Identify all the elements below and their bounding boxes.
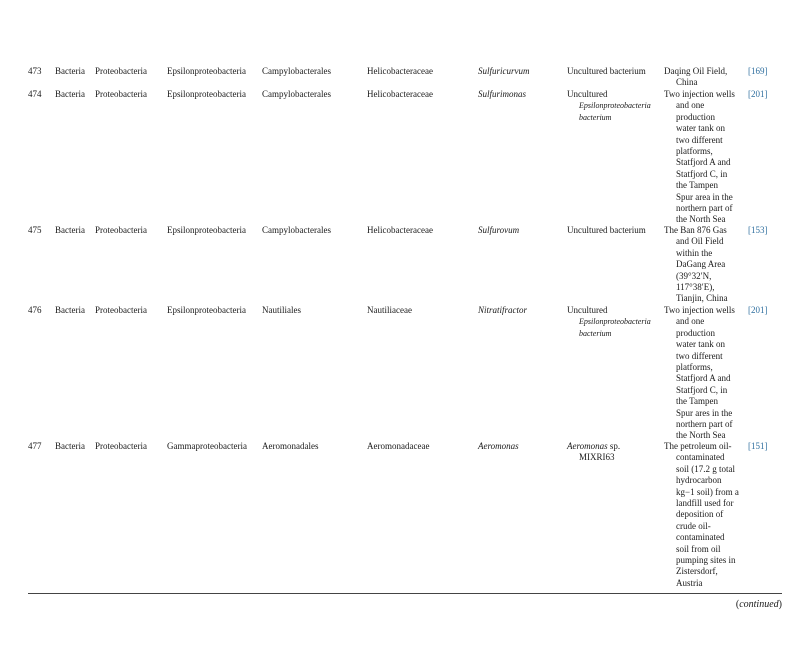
order-cell: Campylobacterales — [262, 89, 331, 99]
row-number: 477 — [28, 441, 42, 451]
genus-cell: Sulfurimonas — [478, 89, 527, 99]
domain-cell: Bacteria — [55, 66, 85, 76]
continued-note: (continued) — [735, 599, 782, 610]
species-cell: Uncultured bacterium — [567, 225, 646, 235]
genus-cell: Nitratifractor — [478, 305, 528, 315]
family-cell: Helicobacteraceae — [367, 89, 433, 99]
isolation-source-cell: The Ban 876 Gas and Oil Field within the DaGang Area (39°32′N, 117°38′E), Tianjin, China — [664, 225, 728, 304]
row-number: 475 — [28, 225, 42, 235]
isolation-source-cell: The petroleum oil- contaminated soil (17.2 g total hydrocarbon kg−1 soil) from a landfill used for deposition of crude oil- contaminated soil from oil pumping sites in Zistersdorf, Austria — [664, 441, 739, 588]
species-cell: Uncultured bacterium — [567, 66, 646, 76]
family-cell: Helicobacteraceae — [367, 66, 433, 76]
class-cell: Epsilonproteobacteria — [167, 66, 246, 76]
class-cell: Epsilonproteobacteria — [167, 89, 246, 99]
genus-cell: Sulfuricurvum — [478, 66, 530, 76]
isolation-source-cell: Two injection wells and one production water tank on two different platforms, Statfjord A and Statfjord C, in the Tampen Spur area in the northern part of the North Sea — [664, 89, 735, 225]
species-cell: Uncultured Epsilonproteobacteria bacterium — [567, 305, 651, 338]
family-cell: Aeromonadaceae — [367, 441, 430, 451]
reference-link[interactable]: [201] — [748, 89, 768, 99]
family-cell: Nautiliaceae — [367, 305, 412, 315]
genus-cell: Aeromonas — [478, 441, 519, 451]
reference-link[interactable]: [153] — [748, 225, 768, 235]
reference-link[interactable]: [201] — [748, 305, 768, 315]
class-cell: Epsilonproteobacteria — [167, 225, 246, 235]
class-cell: Gammaproteobacteria — [167, 441, 247, 451]
genus-cell: Sulfurovum — [478, 225, 520, 235]
class-cell: Epsilonproteobacteria — [167, 305, 246, 315]
row-number: 474 — [28, 89, 42, 99]
order-cell: Aeromonadales — [262, 441, 319, 451]
phylum-cell: Proteobacteria — [95, 305, 147, 315]
domain-cell: Bacteria — [55, 225, 85, 235]
domain-cell: Bacteria — [55, 305, 85, 315]
family-cell: Helicobacteraceae — [367, 225, 433, 235]
species-cell: Uncultured Epsilonproteobacteria bacterium — [567, 89, 651, 122]
phylum-cell: Proteobacteria — [95, 225, 147, 235]
species-cell: Aeromonas sp. MIXRI63 — [567, 441, 621, 463]
order-cell: Campylobacterales — [262, 66, 331, 76]
isolation-source-cell: Two injection wells and one production water tank on two different platforms, Statfjord A and Statfjord C, in the Tampen Spur ares in the northern part of the North Sea — [664, 305, 735, 441]
domain-cell: Bacteria — [55, 441, 85, 451]
order-cell: Campylobacterales — [262, 225, 331, 235]
phylum-cell: Proteobacteria — [95, 66, 147, 76]
reference-link[interactable]: [151] — [748, 441, 768, 451]
phylum-cell: Proteobacteria — [95, 441, 147, 451]
row-number: 476 — [28, 305, 42, 315]
isolation-source-cell: Daqing Oil Field, China — [664, 66, 728, 88]
phylum-cell: Proteobacteria — [95, 89, 147, 99]
domain-cell: Bacteria — [55, 89, 85, 99]
table-bottom-rule — [28, 593, 782, 594]
row-number: 473 — [28, 66, 42, 76]
reference-link[interactable]: [169] — [748, 66, 768, 76]
order-cell: Nautiliales — [262, 305, 301, 315]
